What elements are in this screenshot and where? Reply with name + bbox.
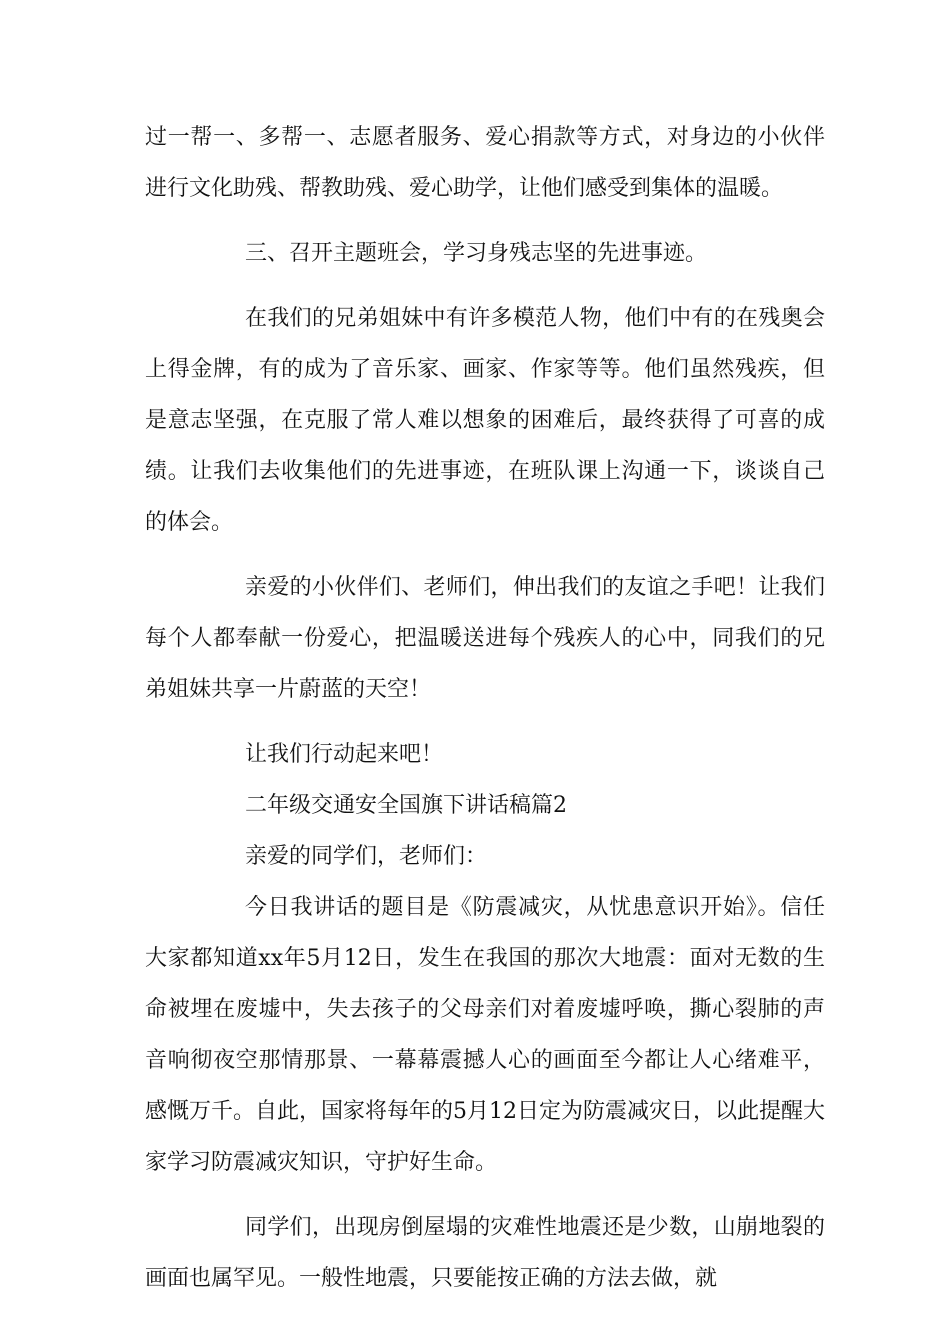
paragraph-topic-intro: 今日我讲话的题目是《防震减灾，从忧患意识开始》。信任大家都知道xx年5月12日，发生在我国的那次大地震：面对无数的生命被埋在废墟中，失去孩子的父母亲们对着废墟呼唤，撕心裂肺的声音响彻夜空那情那景、一幕幕震撼人心的画面至今都让人心绪难平，感慨万千。自此，国家将每年的5月12日定为防震减灾日，以此提醒大家学习防震减灾知识，守护好生命。 — [145, 895, 825, 1175]
paragraph-continued: 过一帮一、多帮一、志愿者服务、爱心捐款等方式，对身边的小伙伴进行文化助残、帮教助残、爱心助学，让他们感受到集体的温暖。 — [145, 125, 825, 201]
section-heading-3: 三、召开主题班会，学习身残志坚的先进事迹。 — [245, 241, 708, 266]
speech-title-2: 二年级交通安全国旗下讲话稿篇2 — [245, 793, 567, 818]
salutation: 亲爱的同学们，老师们： — [245, 844, 488, 869]
paragraph-appeal: 亲爱的小伙伴们、老师们，伸出我们的友谊之手吧！让我们每个人都奉献一份爱心，把温暖送进每个残疾人的心中，同我们的兄弟姐妹共享一片蔚蓝的天空！ — [145, 575, 825, 702]
paragraph-role-models: 在我们的兄弟姐妹中有许多模范人物，他们中有的在残奥会上得金牌，有的成为了音乐家、画家、作家等等。他们虽然残疾，但是意志坚强，在克服了常人难以想象的困难后，最终获得了可喜的成绩。让我们去收集他们的先进事迹，在班队课上沟通一下，谈谈自己的体会。 — [145, 306, 825, 535]
paragraph-earthquake-advice: 同学们，出现房倒屋塌的灾难性地震还是少数，山崩地裂的画面也属罕见。一般性地震，只要能按正确的方法去做，就 — [145, 1215, 825, 1291]
paragraph-call-to-action: 让我们行动起来吧！ — [245, 742, 444, 767]
document-body — [145, 112, 825, 1304]
